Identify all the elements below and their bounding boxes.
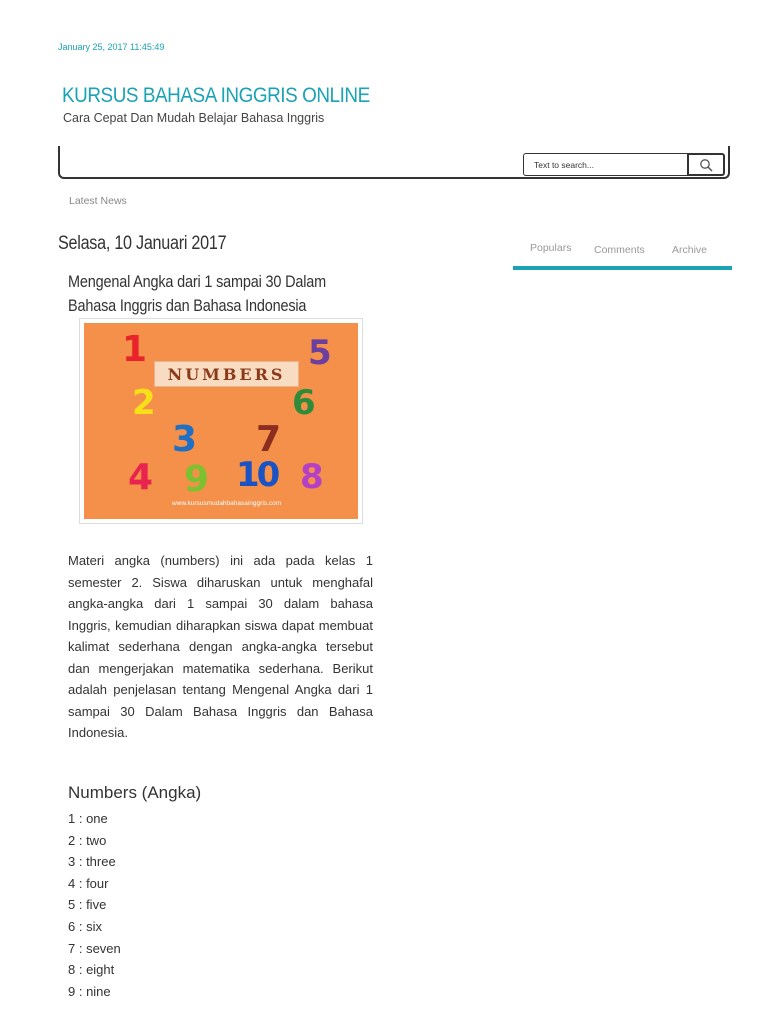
section-heading: Numbers (Angka) [68,783,202,802]
search-input[interactable] [523,153,688,176]
search-form [523,153,727,176]
list-item: 8 : eight [68,962,115,978]
digit-5: 5 [308,333,332,373]
list-item: 9 : nine [68,983,111,999]
digit-10: 10 [236,455,278,495]
site-title[interactable]: KURSUS BAHASA INGGRIS ONLINE [62,84,370,107]
search-button[interactable] [687,153,725,176]
numbers-banner: NUMBERS [154,361,299,387]
search-icon [699,158,713,172]
numbers-illustration [84,323,358,519]
tab-archive[interactable]: Archive [672,244,708,256]
post-date: Selasa, 10 Januari 2017 [58,233,227,254]
list-item: 5 : five [68,897,107,913]
tab-comments[interactable]: Comments [594,244,645,256]
post-title[interactable]: Mengenal Angka dari 1 sampai 30 Dalam Bahasa Inggris dan Bahasa Indonesia [68,272,326,315]
numbers-list [68,808,121,1002]
latest-news-link[interactable]: Latest News [69,195,127,207]
tab-populars[interactable]: Populars [530,242,572,254]
list-item: 2 : two [68,832,107,848]
site-tagline: Cara Cepat Dan Mudah Belajar Bahasa Inggris [63,111,325,125]
digit-4: 4 [128,457,154,498]
post-body: Materi angka (numbers) ini ada pada kelas 1 semester 2. Siswa diharuskan untuk menghafal angka-angka dari 1 sampai 30 dalam bahasa Inggris, kemudian diharapkan siswa dapat membuat kalimat sederhana dengan angka-angka tersebut dan mengerjakan matematika sederhana. Berikut adalah penjelasan tentang Mengenal Angka dari 1 sampai 30 Dalam Bahasa Inggris dan Bahasa Indonesia. [68,553,373,740]
header-timestamp: January 25, 2017 11:45:49 [58,42,165,52]
digit-2: 2 [132,383,156,423]
sidebar-tabs [513,238,732,270]
image-caption: www.kursusmudahbahasainggris.com [172,500,282,507]
list-item: 6 : six [68,918,102,934]
digit-9: 9 [184,459,210,500]
list-item: 1 : one [68,811,108,826]
list-item: 3 : three [68,854,116,870]
digit-7: 7 [256,419,282,460]
digit-8: 8 [300,457,324,497]
digit-6: 6 [292,383,316,423]
post-image[interactable] [79,318,363,524]
digit-1: 1 [122,329,148,370]
list-item: 7 : seven [68,940,121,956]
list-item: 4 : four [68,875,109,891]
digit-3: 3 [172,419,198,460]
